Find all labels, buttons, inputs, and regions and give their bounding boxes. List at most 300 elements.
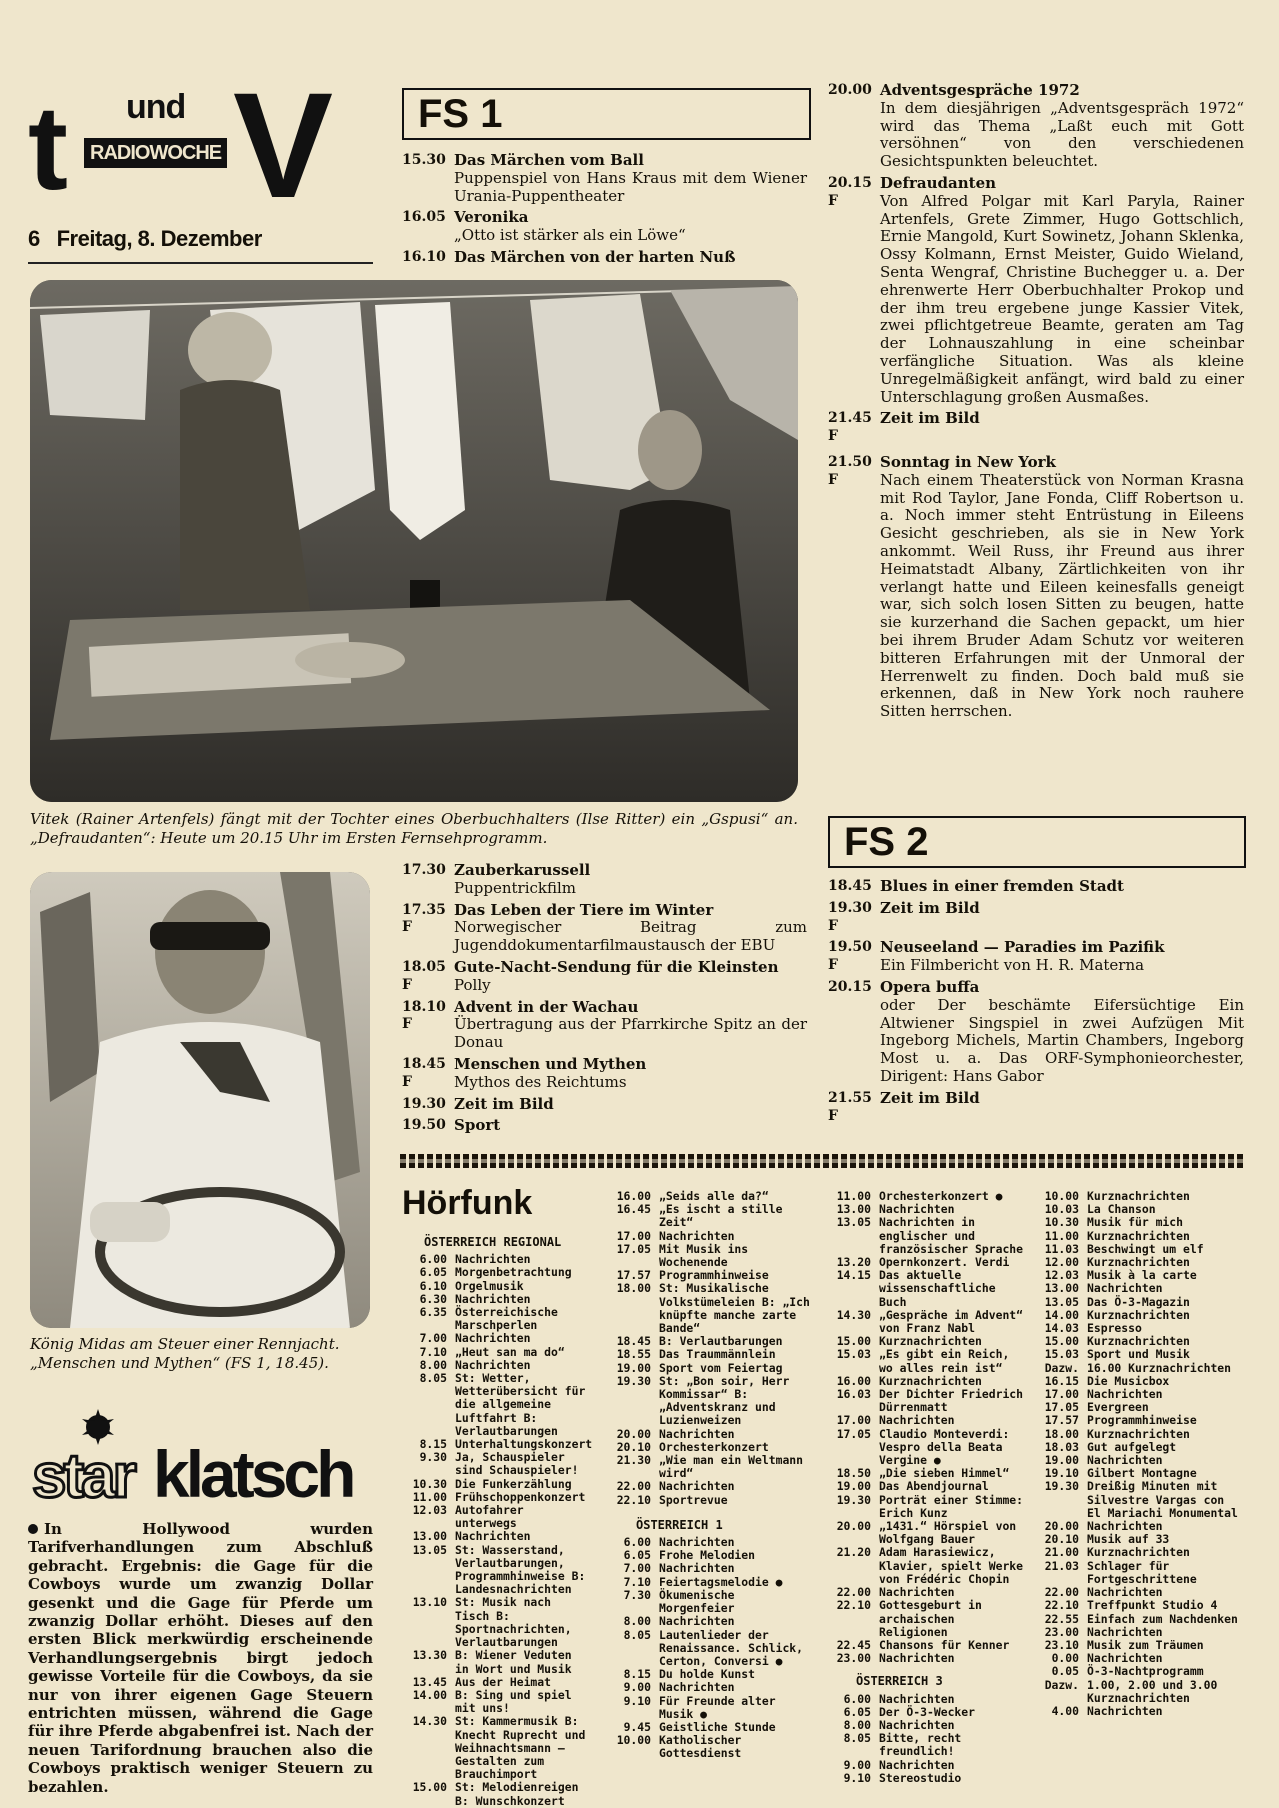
radio-time: 6.30 <box>419 1291 447 1306</box>
radio-time: 0.05 <box>1051 1664 1079 1679</box>
radio-program <box>826 1772 1026 1785</box>
radio-program <box>826 1388 1026 1414</box>
radio-program <box>606 1695 816 1721</box>
radio-title: Claudio Monteverdi: Vespro della Beata Vergine ● <box>879 1426 1010 1468</box>
radio-title: Nachrichten <box>659 1228 735 1243</box>
radio-program <box>402 1478 592 1491</box>
radio-program <box>1034 1705 1244 1718</box>
program-entry <box>402 1056 807 1092</box>
radio-list <box>1034 1190 1244 1718</box>
radio-time: 14.03 <box>1044 1321 1079 1336</box>
radio-title: Mit Musik ins Wochenende <box>659 1241 749 1270</box>
radio-program <box>826 1599 1026 1639</box>
radio-time: 17.57 <box>1044 1413 1079 1428</box>
radio-time: 18.45 <box>616 1334 651 1349</box>
radio-program <box>606 1362 816 1375</box>
radio-time: 16.15 <box>1044 1373 1079 1388</box>
radio-title: „Es ischt a stille Zeit“ <box>659 1202 783 1230</box>
radio-program <box>1034 1599 1244 1612</box>
radio-program <box>1034 1296 1244 1309</box>
color-marker: F <box>828 192 838 209</box>
radio-title: Ö-3-Nachtprogramm <box>1087 1664 1204 1679</box>
program-time: 18.10 <box>402 998 446 1015</box>
radio-time: 9.10 <box>843 1770 871 1785</box>
radio-time: 14.30 <box>412 1714 447 1729</box>
radio-program <box>826 1309 1026 1335</box>
radio-title: „1431.“ Hörspiel von Wolfgang Bauer <box>879 1519 1017 1547</box>
program-title: Das Leben der Tiere im Winter <box>454 900 714 919</box>
radio-program <box>1034 1665 1244 1678</box>
radio-title: Gilbert Montagne <box>1087 1466 1197 1481</box>
radio-program <box>1034 1414 1244 1427</box>
radio-program <box>402 1306 592 1332</box>
radio-time: 12.03 <box>1044 1268 1079 1283</box>
radio-title: Adam Harasiewicz, Klavier, spielt Werke von Frédéric Chopin <box>879 1545 1024 1586</box>
program-entry <box>402 152 807 205</box>
radio-title: Nachrichten <box>455 1529 531 1544</box>
radio-program <box>606 1562 816 1575</box>
radio-title: Österreichische Marschperlen <box>455 1305 558 1333</box>
radio-title: Nachrichten <box>659 1561 735 1576</box>
radio-title: B: Sing und spiel mit uns! <box>455 1687 572 1716</box>
radio-title: „Es gibt ein Reich, wo alles rein ist“ <box>879 1347 1010 1375</box>
radio-program <box>1034 1362 1244 1375</box>
radio-title: Treffpunkt Studio 4 <box>1087 1598 1218 1613</box>
radio-title: Nachrichten <box>455 1291 531 1306</box>
radio-program <box>606 1589 816 1615</box>
program-title: Advent in der Wachau <box>454 997 639 1016</box>
starklatsch-logo-graphic <box>28 1405 373 1515</box>
fs1-heading-box <box>402 88 811 140</box>
radio-title: Orchesterkonzert <box>659 1439 769 1454</box>
radio-time: 20.10 <box>1044 1532 1079 1547</box>
radio-title: Das Traummännlein <box>659 1347 776 1362</box>
radio-title: Orgelmusik <box>455 1278 524 1293</box>
radio-time: 22.00 <box>836 1585 871 1600</box>
program-time: 20.15 <box>828 978 872 995</box>
program-entry <box>828 82 1244 171</box>
radio-time: 10.30 <box>1044 1215 1079 1230</box>
program-entry <box>402 1096 807 1114</box>
radio-program <box>1034 1560 1244 1586</box>
radio-time: 22.10 <box>1044 1598 1079 1613</box>
radio-time: Dazw. <box>1044 1360 1079 1375</box>
radio-title: Musik auf 33 <box>1087 1532 1170 1547</box>
radio-program <box>826 1732 1026 1758</box>
radio-program <box>1034 1679 1244 1705</box>
program-entry <box>828 900 1244 936</box>
radio-title: Nachrichten <box>1087 1281 1163 1296</box>
radio-program <box>826 1546 1026 1586</box>
radio-time: 18.03 <box>1044 1439 1079 1454</box>
program-time: 21.55 <box>828 1089 872 1106</box>
starklatsch-text: In Hollywood wurden Tarifverhandlungen zum Abschluß gebracht. Ergebnis: die Gage für die Cowboys wurde um zwanzig Dollar gesenkt und die Gage für Pferde um zwanzig Dollar erhöht. Dieses auf den ersten Blick merkwürdig erscheinende Verhandlungsergebnis birgt jedoch gewisse Vorteile für die Cowboys, da sie nur von ihrer eigenen Gage Steuern entrichten müssen, während die Gage für ihre Pferde abgabenfrei ist. Nach der neuen Tarifordnung brauchen also die Cowboys praktisch weniger Steuern zu bezahlen. <box>28 1520 373 1796</box>
radio-title: Programmhinweise <box>1087 1413 1197 1428</box>
program-desc: Von Alfred Polgar mit Karl Paryla, Rainer Artenfels, Grete Zimmer, Hugo Gottschlich, Ernie Mangold, Kurt Sowinetz, Johann Sklenka, Ossy Kolmann, Ernst Meister, Guido Wieland, Senta Wengraf, Christine Buchegger u. a. Der ehrenwerte Herr Oberbuchhalter Prokop und der ihm treu ergebene junge Kassier Vitek, zwei pflichtgetreue Beamte, geraten am Tag der Lohnauszahlung in eine scheinbar verfängliche Situation. Was als kleine Unregelmäßigkeit anfängt, wird bald zu einer Unterschlagung großen Ausmaßes. <box>880 191 1244 406</box>
program-time: 17.35 <box>402 901 446 918</box>
radio-title: Ökumenische Morgenfeier <box>659 1587 735 1616</box>
radio-time: 14.00 <box>1044 1307 1079 1322</box>
color-marker: F <box>402 919 412 936</box>
radio-time: 17.00 <box>1044 1387 1079 1402</box>
radio-time: 10.00 <box>616 1733 651 1748</box>
radio-time: 14.00 <box>412 1687 447 1702</box>
program-desc: Mythos des Reichtums <box>454 1072 627 1091</box>
program-desc: Polly <box>454 975 491 994</box>
radio-time: 17.00 <box>616 1228 651 1243</box>
radio-title: Stereostudio <box>879 1770 962 1785</box>
radio-title: Einfach zum Nachdenken <box>1087 1611 1238 1626</box>
radio-program <box>1034 1230 1244 1243</box>
radio-title: 1.00, 2.00 und 3.00 Kurznachrichten <box>1087 1677 1218 1705</box>
radio-program <box>402 1451 592 1477</box>
fs2-listing <box>828 878 1244 1129</box>
radio-time: 23.00 <box>836 1651 871 1666</box>
radio-program <box>402 1715 592 1781</box>
radio-time: 8.15 <box>419 1437 447 1452</box>
radio-time: 20.00 <box>1044 1519 1079 1534</box>
radio-title: Schlager für Fortgeschrittene <box>1087 1558 1197 1586</box>
program-entry <box>828 410 1244 446</box>
program-time: 16.10 <box>402 248 446 265</box>
radio-title: Das Abendjournal <box>879 1479 989 1494</box>
program-desc: Ein Filmbericht von H. R. Materna <box>880 956 1145 975</box>
radio-list <box>402 1253 592 1808</box>
radio-time: 15.00 <box>836 1334 871 1349</box>
program-title: Zeit im Bild <box>880 898 980 917</box>
radio-title: Nachrichten <box>659 1426 735 1441</box>
program-time: 17.30 <box>402 862 446 878</box>
photo2-caption: König Midas am Steuer einer Rennjacht. „Menschen und Mythen“ (FS 1, 18.45). <box>30 1335 340 1372</box>
radio-time: 22.00 <box>616 1479 651 1494</box>
radio-time: 6.10 <box>419 1278 447 1293</box>
radio-title: Chansons für Kenner <box>879 1637 1010 1652</box>
radio-time: 19.30 <box>616 1373 651 1388</box>
radio-title: Nachrichten <box>879 1717 955 1732</box>
page-number: 6 <box>28 226 40 251</box>
radio-time: 22.10 <box>836 1598 871 1613</box>
radio-title: Evergreen <box>1087 1400 1149 1415</box>
radio-title: Kurznachrichten <box>1087 1189 1190 1203</box>
radio-title: Opernkonzert. Verdi <box>879 1255 1010 1270</box>
fs1-right-listing <box>828 82 1244 725</box>
program-title: Menschen und Mythen <box>454 1054 647 1073</box>
program-time: 16.05 <box>402 209 446 226</box>
radio-time: 15.03 <box>1044 1347 1079 1362</box>
logo-letter-v: V <box>233 61 334 229</box>
radio-program <box>606 1681 816 1694</box>
radio-section-title: ÖSTERREICH 3 <box>856 1674 943 1689</box>
radio-title: Sport und Musik <box>1087 1347 1190 1362</box>
program-entry <box>402 959 807 995</box>
radio-title: Geistliche Stunde <box>659 1719 776 1734</box>
program-entry <box>402 209 807 245</box>
radio-time: 20.00 <box>616 1426 651 1441</box>
program-time: 18.05 <box>402 958 446 975</box>
radio-time: 10.03 <box>1044 1202 1079 1217</box>
radio-title: Nachrichten <box>659 1680 735 1695</box>
program-desc: oder Der beschämte Eifersüchtige Ein Altwiener Singspiel in zwei Aufzügen Mit Ingeborg Michels, Martin Chambers, Ingeborg Most u. a. Das ORF-Symphonieorchester, Dirigent: Hans Gabor <box>880 995 1244 1085</box>
radio-title: Kurznachrichten <box>1087 1307 1190 1322</box>
radio-program <box>826 1759 1026 1772</box>
radio-program <box>402 1504 592 1530</box>
radio-program <box>402 1689 592 1715</box>
logo-radiowoche: RADIOWOCHE <box>84 138 227 168</box>
radio-program <box>402 1596 592 1649</box>
radio-column-2 <box>606 1190 816 1761</box>
radio-title: „Wie man ein Weltmann wird“ <box>659 1453 804 1481</box>
program-title: Adventsgespräche 1972 <box>880 81 1080 99</box>
radio-title: Sportrevue <box>659 1492 728 1507</box>
program-time: 21.50 <box>828 453 872 470</box>
program-time: 19.50 <box>828 939 872 956</box>
program-entry <box>828 175 1244 406</box>
radio-title: Kurznachrichten <box>1087 1334 1190 1349</box>
radio-title: St: Melodienreigen B: Wunschkonzert <box>455 1780 579 1808</box>
radio-program <box>606 1629 816 1669</box>
radio-title: Kurznachrichten <box>1087 1228 1190 1243</box>
radio-time: 13.30 <box>412 1648 447 1663</box>
photo1-caption: Vitek (Rainer Artenfels) fängt mit der Tochter eines Oberbuchhalters (Ilse Ritter) ein „Gspusi“ an. „Defraudanten“: Heute um 20.15 Uhr im Ersten Fernsehprogramm. <box>30 810 798 847</box>
radio-title: B: Wiener Veduten in Wort und Musik <box>455 1648 572 1676</box>
radio-time: 22.45 <box>836 1637 871 1652</box>
radio-title: Nachrichten <box>879 1585 955 1600</box>
radio-time: 19.10 <box>1044 1466 1079 1481</box>
radio-time: 19.00 <box>1044 1453 1079 1468</box>
radio-time: 14.30 <box>836 1307 871 1322</box>
radio-title: Kurznachrichten <box>1087 1255 1190 1270</box>
radio-time: 14.15 <box>836 1268 871 1283</box>
radio-time: 22.55 <box>1044 1611 1079 1626</box>
radio-time: 9.45 <box>623 1719 651 1734</box>
color-marker: F <box>828 428 838 445</box>
radio-program <box>826 1652 1026 1665</box>
radio-time: 19.30 <box>836 1492 871 1507</box>
radio-program <box>826 1706 1026 1719</box>
radio-title: Nachrichten <box>659 1614 735 1629</box>
fs1-heading: FS 1 <box>418 92 503 136</box>
radio-time: 16.00 <box>616 1189 651 1203</box>
radio-title: Katholischer Gottesdienst <box>659 1733 742 1761</box>
radio-title: Dreißig Minuten mit Silvestre Vargas con El Mariachi Monumental <box>1087 1479 1238 1520</box>
radio-title: Nachrichten <box>1087 1624 1163 1639</box>
radio-time: Dazw. <box>1044 1677 1079 1692</box>
radio-title: B: Verlautbarungen <box>659 1334 783 1349</box>
radio-time: 8.00 <box>419 1357 447 1372</box>
radio-time: 7.10 <box>419 1344 447 1359</box>
radio-program <box>826 1428 1026 1468</box>
radio-title: Sport vom Feiertag <box>659 1360 783 1375</box>
radio-time: 13.05 <box>1044 1294 1079 1309</box>
radio-list <box>826 1693 1026 1785</box>
radio-title: Nachrichten <box>455 1331 531 1346</box>
radio-program <box>826 1269 1026 1309</box>
radio-time: 7.00 <box>623 1561 651 1576</box>
program-time: 19.30 <box>828 899 872 916</box>
radio-program <box>826 1348 1026 1374</box>
radio-time: 8.00 <box>623 1614 651 1629</box>
program-entry <box>402 862 807 898</box>
radio-time: 18.00 <box>616 1281 651 1296</box>
radio-time: 15.00 <box>1044 1334 1079 1349</box>
radio-title: Nachrichten <box>659 1479 735 1494</box>
program-title: Sport <box>454 1116 501 1135</box>
radio-program <box>402 1346 592 1359</box>
program-entry <box>828 1090 1244 1126</box>
program-time: 18.45 <box>828 878 872 894</box>
program-time: 20.00 <box>828 82 872 98</box>
program-time: 19.30 <box>402 1095 446 1112</box>
radio-time: 17.57 <box>616 1268 651 1283</box>
radio-time: 19.30 <box>1044 1479 1079 1494</box>
radio-time: 20.10 <box>616 1439 651 1454</box>
radio-title: Die Funkerzählung <box>455 1476 572 1491</box>
radio-title: Frühschoppenkonzert <box>455 1489 586 1504</box>
radio-time: 8.05 <box>623 1627 651 1642</box>
radio-title: Aus der Heimat <box>455 1674 552 1689</box>
radio-title: St: Musik nach Tisch B: Sportnachrichten, Verlautbarungen <box>455 1595 572 1650</box>
radio-title: Du holde Kunst <box>659 1667 756 1682</box>
masthead-logo <box>28 61 373 229</box>
program-entry <box>828 939 1244 975</box>
radio-time: 9.00 <box>623 1680 651 1695</box>
radio-program <box>1034 1428 1244 1441</box>
radio-title: Porträt einer Stimme: Erich Kunz <box>879 1492 1024 1520</box>
radio-program <box>1034 1348 1244 1361</box>
radio-title: Musik zum Träumen <box>1087 1637 1204 1652</box>
fs2-heading: FS 2 <box>844 820 929 864</box>
radio-time: 23.10 <box>1044 1637 1079 1652</box>
radio-title: Kurznachrichten <box>1087 1426 1190 1441</box>
photo-koenig-midas <box>30 872 370 1328</box>
radio-title: Programmhinweise <box>659 1268 769 1283</box>
color-marker: F <box>828 471 838 488</box>
radio-time: 13.00 <box>836 1202 871 1217</box>
radio-time: 6.05 <box>623 1548 651 1563</box>
radio-program <box>606 1494 816 1507</box>
program-desc: Norwegischer Beitrag zum Jugenddokumentarfilmaustausch der EBU <box>454 918 807 955</box>
radio-time: 12.03 <box>412 1503 447 1518</box>
radio-heading: Hörfunk <box>402 1184 533 1222</box>
program-desc: Puppentrickfilm <box>454 878 577 897</box>
radio-time: 9.00 <box>843 1757 871 1772</box>
radio-title: St: Musikalische Volkstümeleien B: „Ich knüpfte manche zarte Bande“ <box>659 1281 810 1336</box>
radio-program <box>1034 1546 1244 1559</box>
starklatsch-article <box>28 1520 373 1796</box>
radio-title: Nachrichten <box>455 1357 531 1372</box>
radio-time: 17.00 <box>836 1413 871 1428</box>
radio-title: Musik für mich <box>1087 1215 1184 1230</box>
radio-program <box>606 1454 816 1480</box>
photo-defraudanten <box>30 280 798 802</box>
radio-title: Nachrichten in englischer und französischer Sprache <box>879 1215 1024 1256</box>
radio-time: 18.00 <box>1044 1426 1079 1441</box>
radio-program <box>826 1494 1026 1520</box>
program-entry <box>402 999 807 1052</box>
radio-time: 13.45 <box>412 1674 447 1689</box>
radio-title: St: Wetter, Wetterübersicht für die allgemeine Luftfahrt B: Verlautbarungen <box>455 1371 586 1438</box>
program-entry <box>402 249 807 267</box>
radio-title: Nachrichten <box>1087 1453 1163 1468</box>
radio-title: Nachrichten <box>879 1202 955 1217</box>
radio-time: 13.10 <box>412 1595 447 1610</box>
radio-title: Musik à la carte <box>1087 1268 1197 1283</box>
radio-program <box>606 1203 816 1229</box>
radio-time: 23.00 <box>1044 1624 1079 1639</box>
radio-program <box>1034 1480 1244 1520</box>
radio-time: 8.05 <box>419 1371 447 1386</box>
date-divider <box>28 262 373 264</box>
radio-title: Espresso <box>1087 1321 1142 1336</box>
radio-program <box>606 1375 816 1428</box>
program-time: 18.45 <box>402 1055 446 1072</box>
radio-time: 18.50 <box>836 1466 871 1481</box>
radio-title: Die Musicbox <box>1087 1373 1170 1388</box>
page-date <box>28 226 262 252</box>
radio-time: 13.05 <box>412 1542 447 1557</box>
radio-time: 19.00 <box>616 1360 651 1375</box>
radio-title: Ja, Schauspieler sind Schauspieler! <box>455 1450 579 1478</box>
radio-title: St: „Bon soir, Herr Kommissar“ B: „Adventskranz und Luzienweizen <box>659 1373 790 1428</box>
radio-title: Für Freunde alter Musik ● <box>659 1693 776 1721</box>
radio-column-1 <box>402 1232 592 1808</box>
program-entry <box>402 902 807 955</box>
radio-title: Nachrichten <box>879 1691 955 1706</box>
program-desc: „Otto ist stärker als ein Löwe“ <box>454 226 686 245</box>
radio-program <box>606 1348 816 1361</box>
radio-title: Nachrichten <box>879 1413 955 1428</box>
radio-title: Gottesgeburt in archaischen Religionen <box>879 1598 982 1639</box>
radio-program <box>606 1615 816 1628</box>
radio-program <box>1034 1216 1244 1229</box>
radio-title: Nachrichten <box>659 1535 735 1550</box>
program-title: Zeit im Bild <box>880 409 980 428</box>
radio-program <box>1034 1626 1244 1639</box>
radio-time: 6.05 <box>843 1704 871 1719</box>
photo-defraudanten-image <box>30 280 798 802</box>
radio-time: 7.00 <box>419 1331 447 1346</box>
radio-title: Nachrichten <box>879 1651 955 1666</box>
radio-time: 16.00 <box>836 1373 871 1388</box>
radio-program <box>606 1428 816 1441</box>
photo-koenig-midas-image <box>30 872 370 1328</box>
program-desc: Puppenspiel von Hans Kraus mit dem Wiener Urania-Puppentheater <box>454 168 807 205</box>
program-title: Defraudanten <box>880 173 997 192</box>
radio-time: 21.00 <box>1044 1545 1079 1560</box>
radio-title: Autofahrer unterwegs <box>455 1503 524 1531</box>
radio-time: 20.00 <box>836 1519 871 1534</box>
radio-title: Bitte, recht freundlich! <box>879 1731 962 1759</box>
starklatsch-logo <box>28 1405 373 1515</box>
program-time: 15.30 <box>402 152 446 168</box>
radio-title: Nachrichten <box>1087 1387 1163 1402</box>
program-entry <box>828 454 1244 721</box>
radio-program <box>606 1282 816 1335</box>
radio-title: „Seids alle da?“ <box>659 1189 769 1203</box>
radio-title: Kurznachrichten <box>879 1334 982 1349</box>
radio-time: 16.45 <box>616 1202 651 1217</box>
radio-title: Das Ö-3-Magazin <box>1087 1294 1190 1309</box>
radio-title: Der Dichter Friedrich Dürrenmatt <box>879 1387 1024 1415</box>
radio-title: „Heut san ma do“ <box>455 1344 565 1359</box>
radio-title: „Gespräche im Advent“ von Franz Nabl <box>879 1307 1024 1336</box>
radio-time: 19.00 <box>836 1479 871 1494</box>
radio-time: 17.05 <box>836 1426 871 1441</box>
color-marker: F <box>402 976 412 993</box>
radio-title: 16.00 Kurznachrichten <box>1087 1360 1232 1375</box>
radio-title: Nachrichten <box>1087 1651 1163 1666</box>
color-marker: F <box>828 957 838 974</box>
